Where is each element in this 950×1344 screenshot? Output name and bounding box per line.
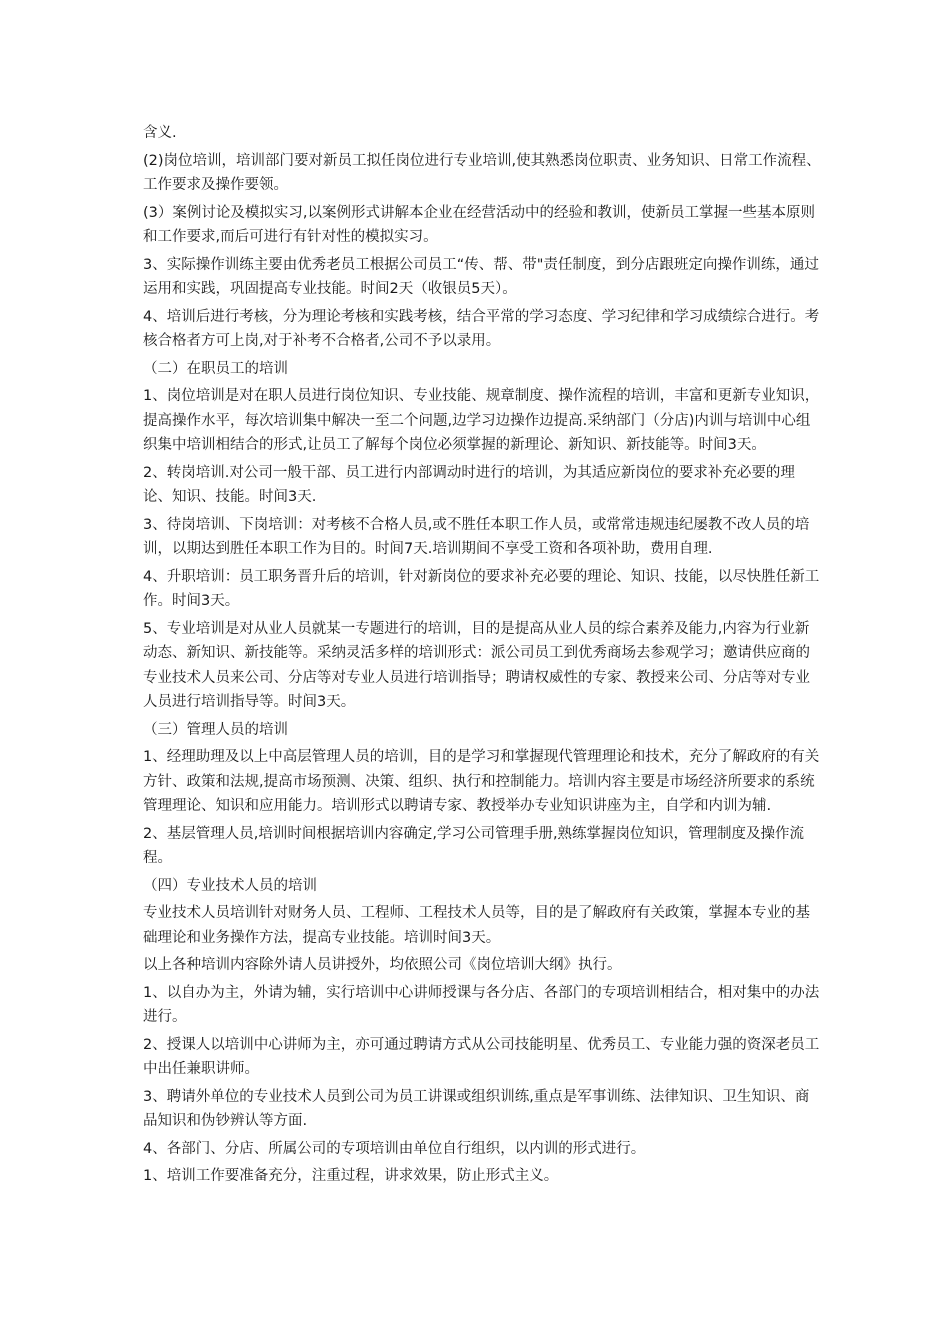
paragraph-case-discussion: (3）案例讨论及模拟实习,以案例形式讲解本企业在经营活动中的经验和教训，使新员工掌握一些基本原则和工作要求,而后可进行有针对性的模拟实习。 <box>143 204 815 245</box>
paragraph-practical-training: 3、实际操作训练主要由优秀老员工根据公司员工“传、帮、带"责任制度，到分店跟班定向操作训练，通过运用和实践，巩固提高专业技能。时间2天（收银员5天）。 <box>143 256 819 297</box>
paragraph-self-organized: 1、以自办为主，外请为辅，实行培训中心讲师授课与各分店、各部门的专项培训相结合，相对集中的办法进行。 <box>143 984 820 1025</box>
section-heading-management: （三）管理人员的培训 <box>143 721 288 738</box>
section-heading-technical: （四）专业技术人员的培训 <box>143 877 317 894</box>
paragraph-position-training: (2)岗位培训，培训部门要对新员工拟任岗位进行专业培训,使其熟悉岗位职责、业务知识、日常工作流程、工作要求及操作要领。 <box>143 152 821 193</box>
paragraph-preparation: 1、培训工作要准备充分，注重过程，讲求效果，防止形式主义。 <box>143 1168 559 1184</box>
document-body <box>143 121 823 1192</box>
paragraph-assessment: 4、培训后进行考核，分为理论考核和实践考核，结合平常的学习态度、学习纪律和学习成绩综合进行。考核合格者方可上岗,对于补考不合格者,公司不予以录用。 <box>143 308 820 349</box>
paragraph-special-training: 5、专业培训是对从业人员就某一专题进行的培训，目的是提高从业人员的综合素养及能力,内容为行业新动态、新知识、新技能等。采纳灵活多样的培训形式：派公司员工到优秀商场去参观学习；邀请供应商的专业技术人员来公司、分店等对专业人员进行培训指导；聘请权威性的专家、教授来公司、分店等对专业人员进行培训指导等。时间3天。 <box>143 620 810 710</box>
paragraph-fragment-meaning: 含义. <box>143 125 177 141</box>
paragraph-external-experts: 3、聘请外单位的专业技术人员到公司为员工讲课或组织训练,重点是军事训练、法律知识、卫生知识、商品知识和伪钞辨认等方面. <box>143 1088 810 1129</box>
paragraph-junior-management: 2、基层管理人员,培训时间根据培训内容确定,学习公司管理手册,熟练掌握岗位知识，管理制度及操作流程。 <box>143 825 805 866</box>
paragraph-senior-management: 1、经理助理及以上中高层管理人员的培训，目的是学习和掌握现代管理理论和技术，充分了解政府的有关方针、政策和法规,提高市场预测、决策、组织、执行和控制能力。培训内容主要是市场经济所要求的系统管理理论、知识和应用能力。培训形式以聘请专家、教授举办专业知识讲座为主，自学和内训为辅. <box>143 749 820 814</box>
paragraph-technical-staff: 专业技术人员培训针对财务人员、工程师、工程技术人员等，目的是了解政府有关政策，掌握本专业的基础理论和业务操作方法，提高专业技能。培训时间3天。 <box>143 905 810 946</box>
paragraph-transfer-training: 2、转岗培训.对公司一般干部、员工进行内部调动时进行的培训，为其适应新岗位的要求补充必要的理论、知识、技能。时间3天. <box>143 464 795 505</box>
section-heading-in-service: （二）在职员工的培训 <box>143 360 288 377</box>
paragraph-training-outline: 以上各种培训内容除外请人员讲授外，均依照公司《岗位培训大纲》执行。 <box>143 957 622 973</box>
paragraph-promotion-training: 4、升职培训：员工职务晋升后的培训，针对新岗位的要求补充必要的理论、知识、技能，以尽快胜任新工作。时间3天。 <box>143 568 820 609</box>
paragraph-standby-training: 3、待岗培训、下岗培训：对考核不合格人员,或不胜任本职工作人员，或常常违规违纪屡教不改人员的培训，以期达到胜任本职工作为目的。时间7天.培训期间不享受工资和各项补助，费用自理. <box>143 516 810 557</box>
paragraph-lecturers: 2、授课人以培训中心讲师为主，亦可通过聘请方式从公司技能明星、优秀员工、专业能力强的资深老员工中出任兼职讲师。 <box>143 1036 820 1077</box>
paragraph-department-training: 4、各部门、分店、所属公司的专项培训由单位自行组织，以内训的形式进行。 <box>143 1140 646 1157</box>
paragraph-in-service-position: 1、岗位培训是对在职人员进行岗位知识、专业技能、规章制度、操作流程的培训，丰富和更新专业知识，提高操作水平，每次培训集中解决一至二个问题,边学习边操作边提高.采纳部门（分店)内训与培训中心组织集中培训相结合的形式,让员工了解每个岗位必须掌握的新理论、新知识、新技能等。时间3天。 <box>143 388 820 453</box>
